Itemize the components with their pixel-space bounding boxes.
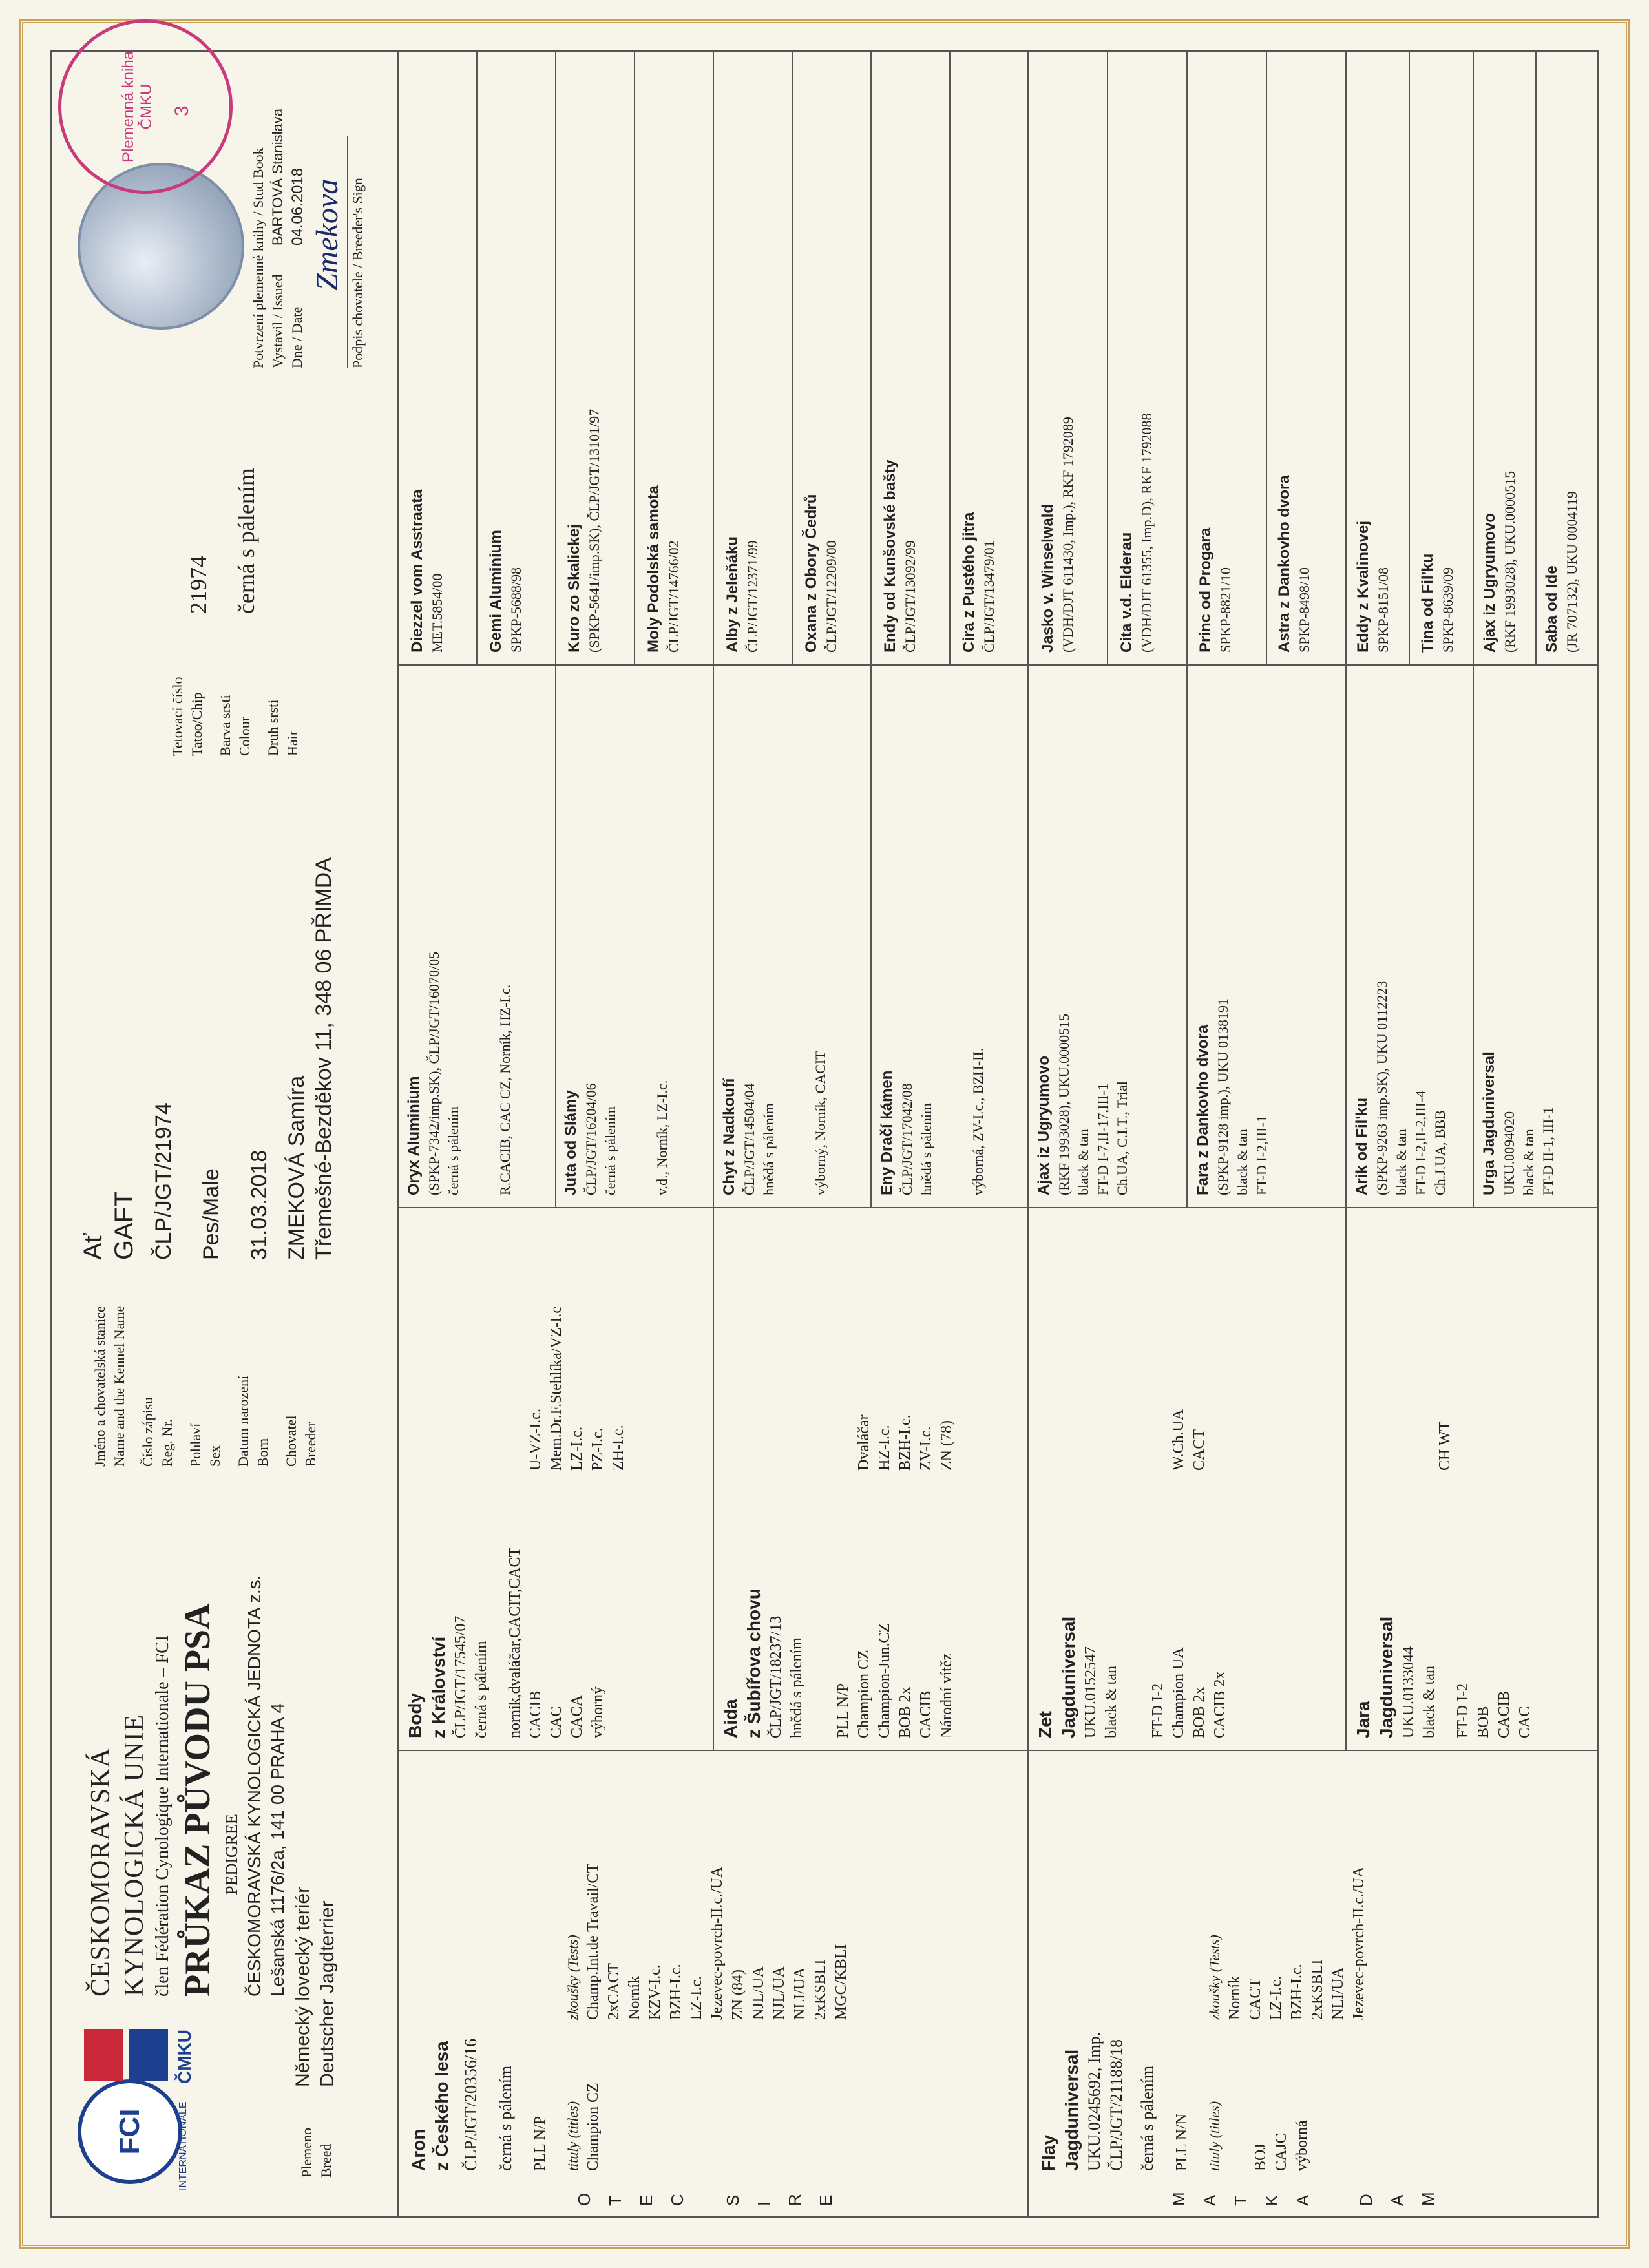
stud-book-label: Potvrzení plemenné knihy / Stud Book (250, 147, 266, 368)
gen4-cell: Astra z Dankovho dvora SPKP-8498/10 (1276, 475, 1312, 653)
org-name: ČESKOMORAVSKÁ KYNOLOGICKÁ UNIE (86, 1714, 149, 1997)
great-grandparent-cell: Juta od Slámy ČLP/JGT/16204/06 černá s pálením v.d., Norník, LZ-I.c. (562, 1080, 670, 1195)
great-grandparent-cell: Oryx Aluminium (SPKP-7342/imp.SK), ČLP/JGT/16070/05 černá s pálením R.CACIB, CAC CZ, Norník, HZ-I.c. (405, 951, 513, 1195)
dam-side-letters: M A T K A (1169, 2192, 1312, 2206)
grandparent-cell: Zet Jagduniversal UKU.0152547 black & tan FT-D I-2 Champion UA BOB 2x CACIB 2x W.Ch.UA CACT (1035, 1409, 1228, 1738)
fci-logo-text: FCI (114, 2108, 145, 2155)
fci-logo (71, 2022, 220, 2190)
great-grandparent-cell: Urga Jagduniversal UKU.0094020 black & tan FT-D II-1, III-1 (1480, 1051, 1556, 1195)
gen4-cell: Ajax iz Ugryumovo (RKF 1993028), UKU.0000515 (1481, 470, 1518, 653)
right-field-labels: Tetovací číslo Tatoo/Chip Barva srsti Colour Druh srsti Hair (169, 677, 300, 756)
date-value: 04.06.2018 (289, 167, 306, 246)
dam-name: Flay (1038, 2134, 1058, 2171)
gen4-cell: Eddy z Kvalinovej SPKP-8151/08 (1354, 520, 1391, 653)
sire-reg: ČLP/JGT/20356/16 (461, 2038, 480, 2171)
gen4-cell: Moly Podolská samota ČLP/JGT/14766/02 (645, 485, 682, 653)
breed-label: Plemeno (299, 2128, 315, 2178)
breeder-signature: Zmekova (310, 178, 344, 291)
sign-label: Podpis chovatele / Breeder's Sign (350, 178, 366, 368)
dam-cell: Flay Jagduniversal UKU.0245692, Imp. ČLP/JGT/21188/18 černá s pálením PLL N/N tituly (titles) BOJ CAJC výborná zkoušky (Tests) Norník CACT LZ-I.c. BZH-I.c. 2xKSBLI NLI/UA Jezevec-povrch-II.c./UA (1037, 1758, 1369, 2171)
stud-book-stamp: Plemenná kniha ČMKU 3 (58, 19, 233, 194)
breeder: ZMEKOVÁ Samíra Třemešné-Bezděkov 11, 348 06 PŘIMDA (284, 857, 336, 1260)
grandparent-cell: Jara Jagduniversal UKU.0133044 black & tan FT-D I-2 BOB CACIB CAC CH WT (1353, 1421, 1533, 1738)
sire-name: Aron (408, 2128, 428, 2171)
dog-sex: Pes/Male (199, 1168, 224, 1260)
document-title: PRŮKAZ PŮVODU PSA (178, 1603, 218, 1997)
sire-side-letters: O T E C (574, 2192, 687, 2206)
fci-logo-ring: INTERNATIONALE (178, 2101, 189, 2190)
dam-side-letters-en: D A M (1356, 2192, 1438, 2206)
dog-field-labels: Jméno a chovatelská stanice Name and the Kennel Name Číslo zápisu Reg. Nr. Pohlaví Sex Datum narození Born Chovatel Breeder (92, 1305, 319, 1467)
dam-kennel: Jagduniversal (1062, 2049, 1082, 2171)
breed-value-cz: Německý lovecký teriér (292, 1886, 313, 2087)
dog-born: 31.03.2018 (247, 1150, 271, 1260)
dog-field-values (78, 857, 337, 1260)
document-subtitle: PEDIGREE (222, 1814, 241, 1895)
grandparent-cell: Aida z Šubířova chovu ČLP/JGT/18237/13 hnědá s pálením PLL N/P Champion CZ Champion-Jun.CZ BOB 2x CACIB Národní vítěz Dvaláčar HZ-I.c. BZH-I.c. ZV-I.c. ZN (78) (720, 1414, 955, 1738)
fci-line: člen Fédération Cynologique Internationale – FCI (152, 1635, 173, 1997)
grandparent-cell: Body z Království ČLP/JGT/17545/07 černá s pálením norník,dvaláčar,CACIT,CACT CACIB CAC CACA výborný U-VZ-I.c. Mem.Dr.F.Stehlíka/VZ-I.c LZ-I.c. PZ-I.c. ZH-I.c. (405, 1306, 627, 1738)
great-grandparent-cell: Arik od Fil'ku (SPKP-9263 imp.SK), UKU 0112223 black & tan FT-D I-2,II-2,III-4 Ch.J.UA, BBB (1353, 980, 1448, 1195)
colour-value: černá s pálením (233, 468, 259, 614)
gen4-cell: Kuro zo Skalickej (SPKP-5641/imp.SK), ČLP/JGT/13101/97 (565, 408, 602, 653)
issued-label: Vystavil / Issued (269, 274, 286, 368)
breed-label-en: Breed (318, 2143, 334, 2178)
sire-kennel: z Českého lesa (432, 2041, 452, 2171)
gen4-cell: Tina od Fil'ku SPKP-8639/09 (1419, 553, 1456, 653)
breed-value-de: Deutscher Jagdterrier (317, 1900, 338, 2087)
gen4-cell: Saba od Ide (JR 707132), UKU 0004119 (1543, 491, 1580, 653)
gen4-cell: Diezzel vom Asstraata MET.5854/00 (408, 489, 445, 653)
right-field-values (174, 468, 270, 614)
issued-value: BARTOVÁ Stanislava (269, 109, 286, 246)
club-name: ČESKOMORAVSKÁ KYNOLOGICKÁ JEDNOTA z.s. (244, 1575, 264, 1997)
sire-side-letters-en: S I R E (723, 2194, 835, 2206)
date-label: Dne / Date (289, 306, 305, 368)
gen4-cell: Gemi Aluminium SPKP-5688/98 (487, 530, 524, 653)
gen4-cell: Cira z Pustého jitra ČLP/JGT/13479/01 (960, 512, 997, 653)
gen4-cell: Alby z Jeleňáku ČLP/JGT/12371/99 (724, 536, 761, 653)
dog-name: Ať GAFT (79, 1191, 138, 1260)
great-grandparent-cell: Eny Dračí kámen ČLP/JGT/17042/08 hnědá s pálením výborná, ZV-I.c., BZH-II. (878, 1047, 986, 1195)
cmku-logo: ČMKU (174, 2030, 194, 2084)
dog-reg-nr: ČLP/JGT/21974 (151, 1102, 176, 1260)
gen4-cell: Endy od Kunšovské bašty ČLP/JGT/13092/99 (881, 459, 918, 653)
gen4-cell: Jasko v. Winselwald (VDH/DJT 611430, Imp.), RKF 1792089 (1039, 417, 1076, 653)
gen4-cell: Cita v.d. Elderau (VDH/DJT 61355, Imp.D), RKF 1792088 (1118, 413, 1155, 653)
sire-colour: černá s pálením (496, 2065, 515, 2171)
great-grandparent-cell: Fara z Dankovho dvora (SPKP-9128 imp.), UKU 0138191 black & tan FT-D I-2,III-1 (1194, 998, 1270, 1195)
tattoo-value: 21974 (185, 556, 211, 614)
great-grandparent-cell: Ajax iz Ugryumovo (RKF 1993028), UKU.0000515 black & tan FT-D I-7,II-17,III-1 Ch.UA, C.I.T., Trial (1035, 1013, 1130, 1195)
great-grandparent-cell: Chyt z Nadkoufí ČLP/JGT/14504/04 hnědá s pálením výborný, Norník, CACIT (720, 1051, 828, 1195)
gen4-cell: Princ od Progara SPKP-8821/10 (1197, 527, 1234, 653)
sire-cell: Aron z Českého lesa ČLP/JGT/20356/16 černá s pálením PLL N/P tituly (titles) Champion CZ zkoušky (Tests) Champ.Int.de Travail/CT 2xCACT Norník KZV-I.c. BZH-I.c. LZ-I.c. Jezevec-povrch-II.c./UA ZN (84) NJL/UA NJL/UA NLI/UA 2xKSBLI MGC/KBLI (407, 1758, 852, 2171)
club-address: Lešanská 1176/2a, 141 00 PRAHA 4 (268, 1703, 288, 1997)
gen4-cell: Oxana z Obory Čedrů ČLP/JGT/12209/00 (803, 494, 839, 653)
